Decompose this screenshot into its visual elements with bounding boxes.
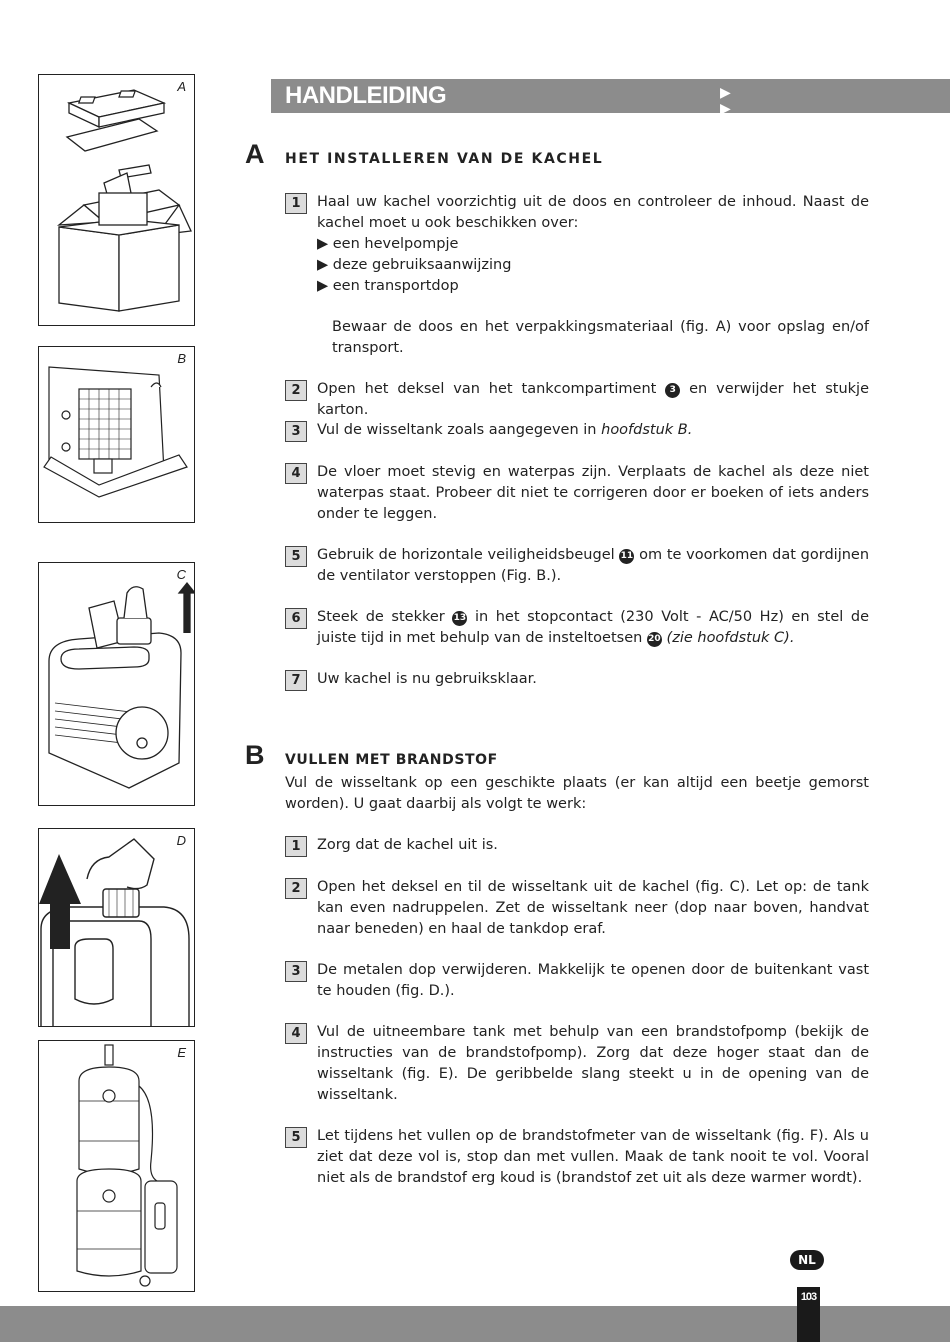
ref-number-badge: 3 xyxy=(665,383,680,398)
language-badge: NL xyxy=(790,1250,824,1270)
page-number: 103 xyxy=(800,1291,817,1303)
chapter-reference: hoofdstuk B. xyxy=(601,422,693,438)
step-text: De vloer moet stevig en waterpas zijn. Verplaats de kachel als deze niet waterpas staat. Probeer dit niet te corrigeren door er boeken of iets anders onder te leggen. xyxy=(317,464,869,522)
step-text xyxy=(317,192,869,297)
step-text xyxy=(317,379,869,421)
section-a-title: HET INSTALLEREN VAN DE KACHEL xyxy=(285,151,604,167)
bullet-item: ▶ deze gebruiksaanwijzing xyxy=(317,257,512,273)
bullet-label: deze gebruiksaanwijzing xyxy=(332,257,512,273)
chapter-reference: (zie hoofdstuk C). xyxy=(666,630,795,646)
step-number: 2 xyxy=(285,380,307,401)
step-text: Zorg dat de kachel uit is. xyxy=(317,837,498,853)
figure-e-label: E xyxy=(177,1045,186,1060)
step-body: Open het deksel van het tankcompartiment xyxy=(317,381,657,397)
figure-c-label: C xyxy=(176,567,186,582)
figure-e xyxy=(38,1040,195,1292)
section-b-letter: B xyxy=(245,740,265,770)
bullet-item: ▶ een transportdop xyxy=(317,278,459,294)
step-body: Haal uw kachel voorzichtig uit de doos en controleer de inhoud. Naast de kachel moet u ook beschikken over: xyxy=(317,194,869,231)
fill-tank-illustration xyxy=(39,1041,194,1291)
step-text: Uw kachel is nu gebruiksklaar. xyxy=(317,671,537,687)
figure-b xyxy=(38,346,195,523)
step-number: 1 xyxy=(285,836,307,857)
header-arrows: ▶ ▶ ▶ ▶ ▶ ▶ xyxy=(720,85,741,181)
bullet-label: een hevelpompje xyxy=(332,236,459,252)
ref-number-badge: 20 xyxy=(647,632,662,647)
heater-unboxing-illustration xyxy=(39,75,194,325)
figure-a-label: A xyxy=(177,79,186,94)
section-b-intro: Vul de wisseltank op een geschikte plaats (er kan altijd een beetje gemorst worden). U gaat daarbij als volgt te werk: xyxy=(285,775,869,812)
bullet-label: een transportdop xyxy=(332,278,459,294)
step-body: Vul de wisseltank zoals aangegeven in xyxy=(317,422,597,438)
step-number: 1 xyxy=(285,193,307,214)
step-text: Open het deksel en til de wisseltank uit de kachel (fig. C). Let op: de tank kan even nadruppelen. Zet de wisseltank neer (dop naar boven, handvat naar beneden) en haal de tankdop eraf. xyxy=(317,879,869,937)
step-text: De metalen dop verwijderen. Makkelijk te openen door de buitenkant vast te houden (fig. D.). xyxy=(317,962,869,999)
step-number: 5 xyxy=(285,1127,307,1148)
figure-c xyxy=(38,562,195,806)
step-text xyxy=(317,545,869,587)
step-number: 5 xyxy=(285,546,307,567)
step-body: en verwijder het stukje karton. xyxy=(317,381,869,418)
step-body: in het stopcontact (230 Volt - AC/50 Hz) en stel de juiste tijd in met behulp van de insteltoetsen xyxy=(317,609,870,646)
step-text xyxy=(317,607,869,649)
step-number: 7 xyxy=(285,670,307,691)
lift-tank-illustration xyxy=(39,563,194,805)
step-number: 4 xyxy=(285,1023,307,1044)
step-number: 2 xyxy=(285,878,307,899)
ref-number-badge: 11 xyxy=(619,549,634,564)
step-number: 3 xyxy=(285,961,307,982)
step-number: 6 xyxy=(285,608,307,629)
step-text: Let tijdens het vullen op de brandstofmeter van de wisseltank (fig. F). Als u ziet dat deze vol is, stop dan met vullen. Maak de tank nooit te vol. Vooral niet als de brandstof erg koud is (brandstof zet uit als deze warmer wordt). xyxy=(317,1128,869,1186)
step-body: om te voorkomen dat gordijnen de ventilator verstoppen (Fig. B.). xyxy=(317,547,870,584)
section-a-step-1-note: Bewaar de doos en het verpakkingsmateriaal (fig. A) voor opslag en/of transport. xyxy=(332,319,869,356)
step-number: 4 xyxy=(285,463,307,484)
figure-d xyxy=(38,828,195,1027)
ref-number-badge: 13 xyxy=(452,611,467,626)
page-title: HANDLEIDING xyxy=(285,82,447,109)
section-a-letter: A xyxy=(245,139,265,169)
remove-cap-illustration xyxy=(39,829,194,1026)
figure-a xyxy=(38,74,195,326)
step-body: Gebruik de horizontale veiligheidsbeugel xyxy=(317,547,615,563)
section-b-title: VULLEN MET BRANDSTOF xyxy=(285,752,498,768)
heater-back-illustration xyxy=(39,347,194,522)
figure-b-label: B xyxy=(177,351,186,366)
figure-d-label: D xyxy=(176,833,186,848)
bullet-item: ▶ een hevelpompje xyxy=(317,236,459,252)
step-text xyxy=(317,420,869,441)
step-text: Vul de uitneembare tank met behulp van een brandstofpomp (bekijk de instructies van de brandstofpomp). Zorg dat deze hoger staat dan de wisseltank (fig. E). De geribbelde slang steekt u in de opening van de wisseltank. xyxy=(317,1024,869,1103)
step-number: 3 xyxy=(285,421,307,442)
step-body: Steek de stekker xyxy=(317,609,445,625)
